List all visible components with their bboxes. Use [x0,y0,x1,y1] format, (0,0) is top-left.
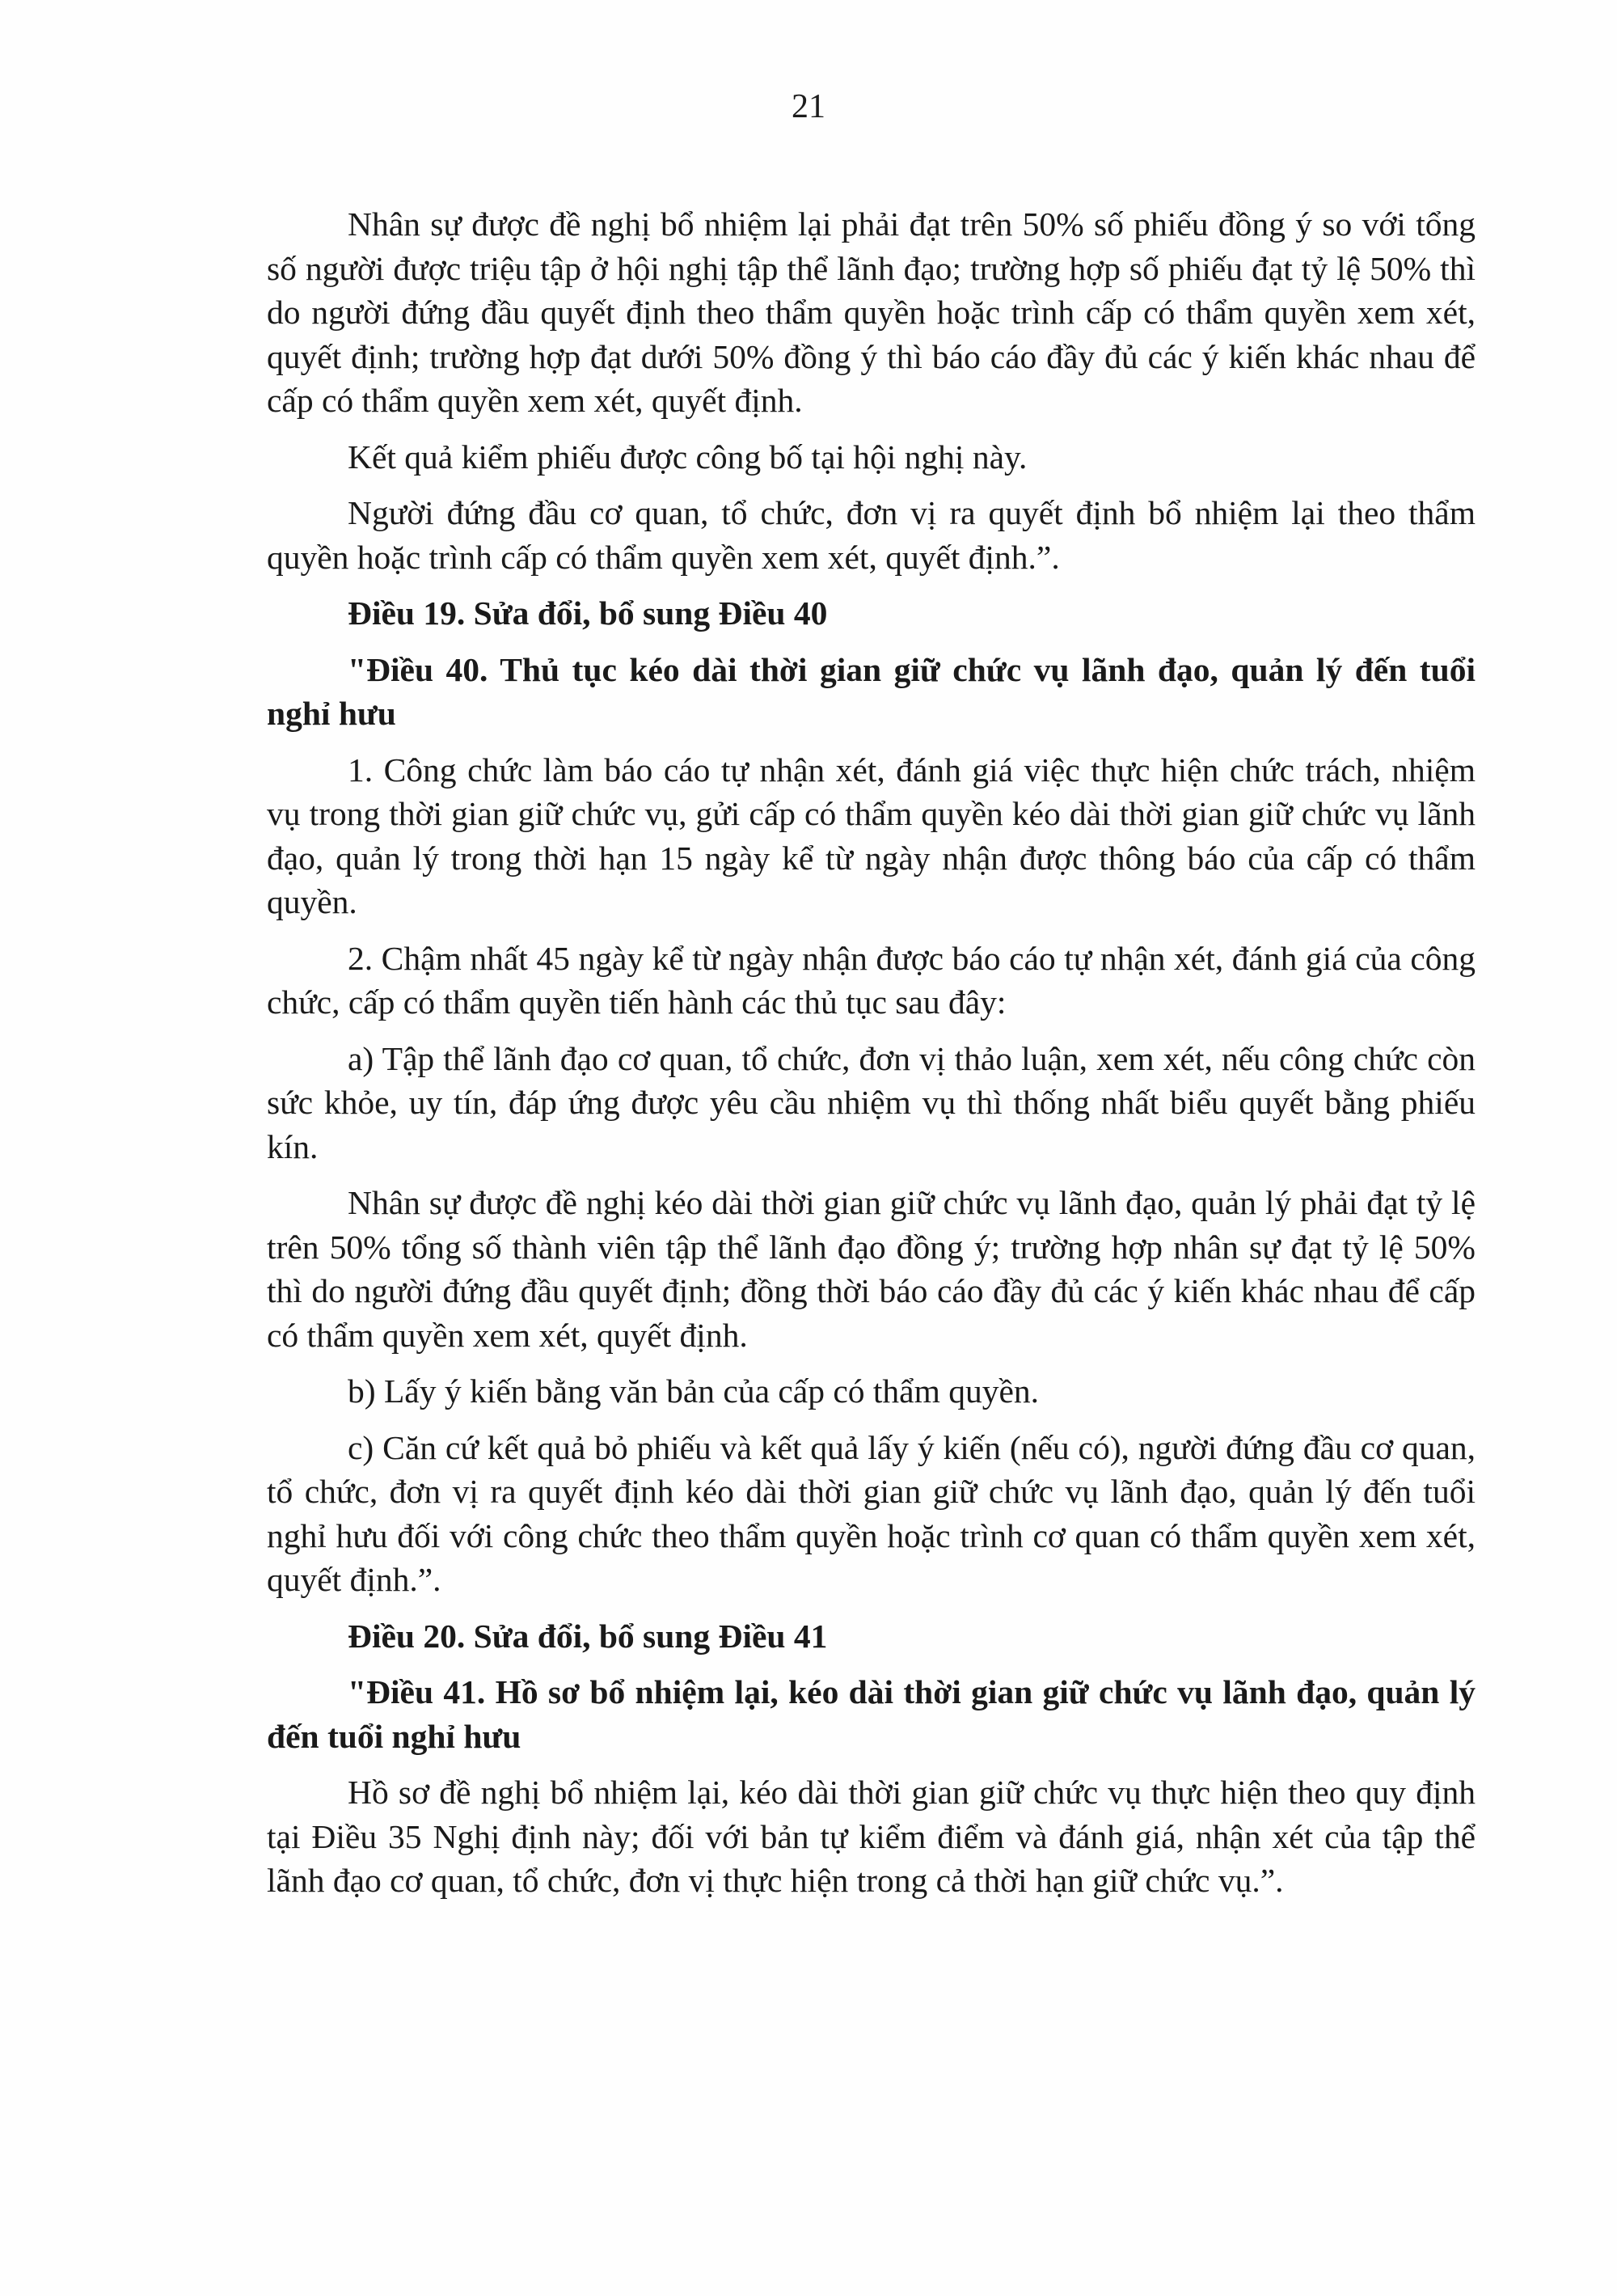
page-number: 21 [792,88,825,125]
document-body [267,202,1476,1915]
article-heading: Điều 20. Sửa đổi, bổ sung Điều 41 [348,1617,828,1655]
paragraph: Người đứng đầu cơ quan, tổ chức, đơn vị ra quyết định bổ nhiệm lại theo thẩm quyền hoặc trình cấp có thẩm quyền xem xét, quyết định.”. [267,494,1476,576]
paragraph: Kết quả kiểm phiếu được công bố tại hội nghị này. [348,438,1028,476]
paragraph: 1. Công chức làm báo cáo tự nhận xét, đánh giá việc thực hiện chức trách, nhiệm vụ trong thời gian giữ chức vụ, gửi cấp có thẩm quyền kéo dài thời gian giữ chức vụ lãnh đạo, quản lý trong thời hạn 15 ngày kể từ ngày nhận được thông báo của cấp có thẩm quyền. [267,751,1476,920]
paragraph: b) Lấy ý kiến bằng văn bản của cấp có thẩm quyền. [348,1372,1040,1410]
article-title: "Điều 40. Thủ tục kéo dài thời gian giữ chức vụ lãnh đạo, quản lý đến tuổi nghỉ hưu [267,650,1476,732]
article-heading: Điều 19. Sửa đổi, bổ sung Điều 40 [348,594,828,632]
paragraph: Nhân sự được đề nghị kéo dài thời gian giữ chức vụ lãnh đạo, quản lý phải đạt tỷ lệ trên 50% tổng số thành viên tập thể lãnh đạo đồng ý; trường hợp nhân sự đạt tỷ lệ 50% thì do người đứng đầu quyết định; đồng thời báo cáo đầy đủ các ý kiến khác nhau để cấp có thẩm quyền xem xét, quyết định. [267,1184,1476,1354]
paragraph: Hồ sơ đề nghị bổ nhiệm lại, kéo dài thời gian giữ chức vụ thực hiện theo quy định tại Điều 35 Nghị định này; đối với bản tự kiểm điểm và đánh giá, nhận xét của tập thể lãnh đạo cơ quan, tổ chức, đơn vị thực hiện trong cả thời hạn giữ chức vụ.”. [267,1774,1476,1899]
paragraph: c) Căn cứ kết quả bỏ phiếu và kết quả lấy ý kiến (nếu có), người đứng đầu cơ quan, tổ chức, đơn vị ra quyết định kéo dài thời gian giữ chức vụ lãnh đạo, quản lý đến tuổi nghỉ hưu đối với công chức theo thẩm quyền hoặc trình cơ quan có thẩm quyền xem xét, quyết định.”. [267,1428,1476,1598]
article-title: "Điều 41. Hồ sơ bổ nhiệm lại, kéo dài thời gian giữ chức vụ lãnh đạo, quản lý đến tuổi nghỉ hưu [267,1673,1476,1755]
paragraph: 2. Chậm nhất 45 ngày kể từ ngày nhận được báo cáo tự nhận xét, đánh giá của công chức, cấp có thẩm quyền tiến hành các thủ tục sau đây: [267,939,1476,1021]
paragraph: a) Tập thể lãnh đạo cơ quan, tổ chức, đơn vị thảo luận, xem xét, nếu công chức còn sức khỏe, uy tín, đáp ứng được yêu cầu nhiệm vụ thì thống nhất biểu quyết bằng phiếu kín. [267,1039,1476,1165]
paragraph: Nhân sự được đề nghị bổ nhiệm lại phải đạt trên 50% số phiếu đồng ý so với tổng số người được triệu tập ở hội nghị tập thể lãnh đạo; trường hợp số phiếu đạt tỷ lệ 50% thì do người đứng đầu quyết định theo thẩm quyền hoặc trình cấp có thẩm quyền xem xét, quyết định; trường hợp đạt dưới 50% đồng ý thì báo cáo đầy đủ các ý kiến khác nhau để cấp có thẩm quyền xem xét, quyết định. [267,205,1476,419]
